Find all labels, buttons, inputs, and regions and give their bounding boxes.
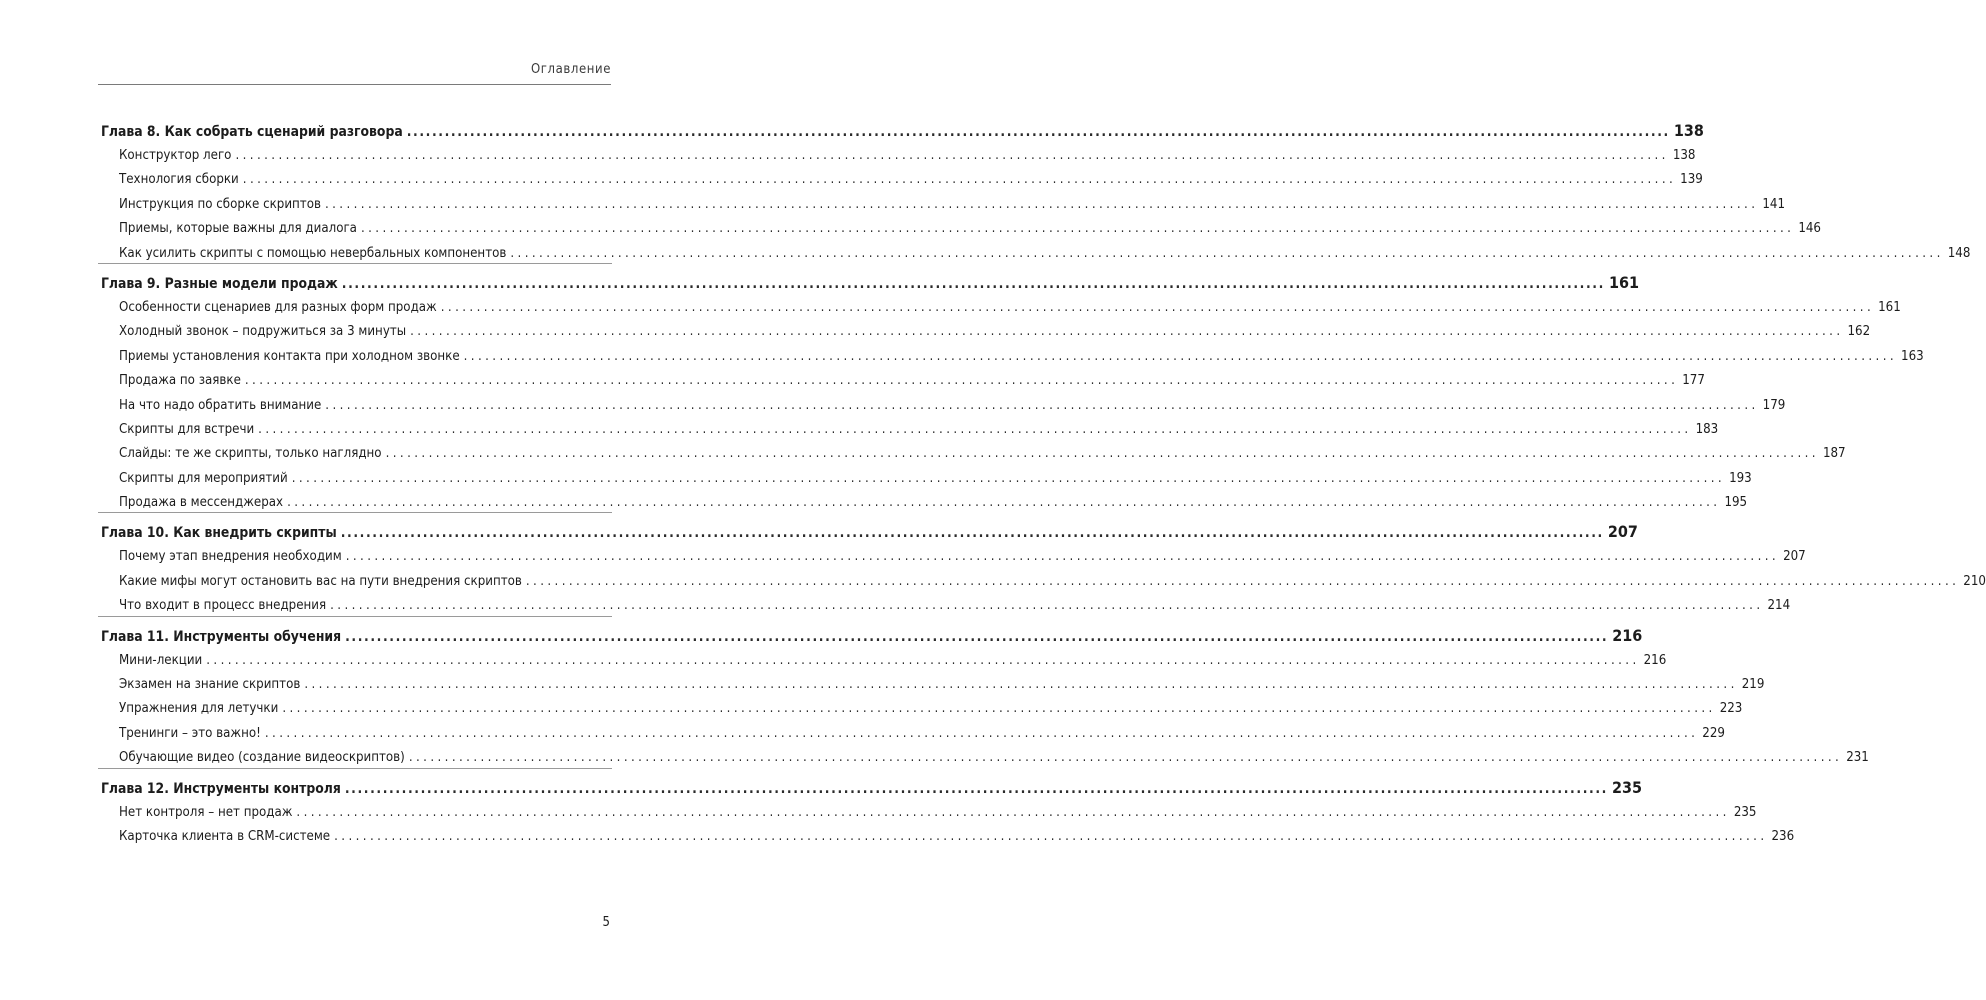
chapter-title: Глава 12. Инструменты контроля <box>101 780 341 797</box>
toc-chapter-entry[interactable] <box>101 519 1638 545</box>
header-rule <box>98 84 611 85</box>
toc-section-entry[interactable] <box>101 442 1846 466</box>
section-title: Нет контроля – нет продаж <box>119 804 293 820</box>
dot-leader: ........................................................................................................................................................................................................ <box>341 275 1605 292</box>
section-page-number: 177 <box>1682 373 1705 389</box>
dot-leader: ........................................................................................................................................................................................................ <box>345 628 1609 645</box>
section-page-number: 219 <box>1741 677 1765 693</box>
toc-section-entry[interactable] <box>101 722 1725 746</box>
section-title: Холодный звонок – подружиться за 3 минуты <box>119 324 407 340</box>
section-title: Мини-лекции <box>119 652 203 668</box>
section-title: Слайды: те же скрипты, только наглядно <box>119 446 382 462</box>
dot-leader: ........................................................................................................................................................................................................ <box>360 221 1795 237</box>
section-title: Обучающие видео (создание видеоскриптов) <box>119 750 405 766</box>
section-title: Технология сборки <box>119 172 239 188</box>
section-page-number: 207 <box>1783 549 1806 565</box>
section-page-number: 195 <box>1724 495 1748 511</box>
toc-section-entry[interactable] <box>101 193 1785 217</box>
section-page-number: 139 <box>1680 172 1703 188</box>
page-number: 5 <box>602 915 610 930</box>
section-page-number: 193 <box>1729 470 1752 486</box>
section-title: Карточка клиента в CRM-системе <box>119 828 331 844</box>
chapter-12-block <box>101 775 1795 850</box>
dot-leader: ........................................................................................................................................................................................................ <box>340 525 1604 542</box>
section-page-number: 183 <box>1695 421 1719 437</box>
chapter-title: Глава 11. Инструменты обучения <box>101 628 342 645</box>
toc-section-entry[interactable] <box>101 467 1752 491</box>
toc-section-entry[interactable] <box>101 697 1743 721</box>
toc-section-entry[interactable] <box>101 345 1924 369</box>
dot-leader: ........................................................................................................................................................................................................ <box>324 196 1759 212</box>
section-title: Продажа в мессенджерах <box>119 495 284 511</box>
chapter-page-number: 138 <box>1673 121 1704 140</box>
section-page-number: 223 <box>1719 701 1743 717</box>
dot-leader: ........................................................................................................................................................................................................ <box>408 750 1843 766</box>
section-page-number: 187 <box>1822 446 1846 462</box>
chapter-title: Глава 8. Как собрать сценарий разговора <box>101 124 403 140</box>
dot-leader: ........................................................................................................................................................................................................ <box>235 148 1669 163</box>
section-title: Конструктор лего <box>119 148 232 163</box>
section-title: Почему этап внедрения необходим <box>119 549 342 565</box>
dot-leader: ........................................................................................................................................................................................................ <box>385 446 1819 462</box>
section-title: Какие мифы могут остановить вас на пути внедрения скриптов <box>119 573 522 589</box>
toc-chapter-entry[interactable] <box>101 623 1643 649</box>
dot-leader: ........................................................................................................................................................................................................ <box>525 573 1960 589</box>
section-page-number: 163 <box>1901 348 1924 364</box>
toc-chapter-entry[interactable] <box>101 270 1639 296</box>
section-title: Особенности сценариев для разных форм продаж <box>119 299 437 315</box>
section-page-number: 229 <box>1702 725 1725 741</box>
section-title: На что надо обратить внимание <box>119 397 322 413</box>
section-page-number: 235 <box>1733 804 1757 820</box>
toc-section-entry[interactable] <box>101 418 1719 442</box>
toc-section-entry[interactable] <box>101 801 1757 825</box>
section-page-number: 210 <box>1963 573 1986 589</box>
section-title: Инструкция по сборке скриптов <box>119 196 321 212</box>
toc-section-entry[interactable] <box>101 570 1986 594</box>
section-page-number: 161 <box>1878 299 1901 315</box>
dot-leader: ........................................................................................................................................................................................................ <box>282 701 1716 717</box>
toc-section-entry[interactable] <box>101 649 1667 673</box>
section-page-number: 146 <box>1798 221 1821 237</box>
dot-leader: ........................................................................................................................................................................................................ <box>410 324 1844 340</box>
dot-leader: ........................................................................................................................................................................................................ <box>325 397 1759 413</box>
section-page-number: 214 <box>1767 598 1791 614</box>
chapter-divider <box>98 616 612 617</box>
dot-leader: ........................................................................................................................................................................................................ <box>264 725 1699 741</box>
chapter-divider <box>98 263 612 264</box>
chapter-page-number: 161 <box>1608 272 1639 292</box>
toc-section-entry[interactable] <box>101 296 1901 320</box>
section-page-number: 236 <box>1771 828 1795 844</box>
dot-leader: ........................................................................................................................................................................................................ <box>510 245 1944 261</box>
dot-leader: ........................................................................................................................................................................................................ <box>304 677 1738 693</box>
section-title: Скрипты для встречи <box>119 421 255 437</box>
section-title: Тренинги – это важно! <box>119 725 261 741</box>
table-of-contents <box>101 118 1986 849</box>
dot-leader: ........................................................................................................................................................................................................ <box>440 299 1875 315</box>
dot-leader: ........................................................................................................................................................................................................ <box>463 348 1898 364</box>
toc-section-entry[interactable] <box>101 394 1786 418</box>
chapter-8-block <box>101 118 1971 266</box>
section-page-number: 141 <box>1762 196 1785 212</box>
section-page-number: 216 <box>1643 652 1667 668</box>
section-page-number: 138 <box>1672 148 1696 163</box>
dot-leader: ........................................................................................................................................................................................................ <box>406 124 1670 140</box>
toc-section-entry[interactable] <box>101 217 1821 241</box>
chapter-divider <box>98 512 612 513</box>
toc-section-entry[interactable] <box>101 168 1703 192</box>
chapter-page-number: 216 <box>1612 625 1643 645</box>
dot-leader: ........................................................................................................................................................................................................ <box>334 828 1768 844</box>
toc-section-entry[interactable] <box>101 673 1765 697</box>
dot-leader: ........................................................................................................................................................................................................ <box>206 652 1640 668</box>
toc-section-entry[interactable] <box>101 144 1696 168</box>
toc-chapter-entry[interactable] <box>101 118 1704 144</box>
dot-leader: ........................................................................................................................................................................................................ <box>244 373 1679 389</box>
toc-section-entry[interactable] <box>101 369 1705 393</box>
dot-leader: ........................................................................................................................................................................................................ <box>345 549 1780 565</box>
running-header-title: Оглавление <box>530 62 611 77</box>
toc-section-entry[interactable] <box>101 320 1871 344</box>
dot-leader: ........................................................................................................................................................................................................ <box>258 421 1692 437</box>
dot-leader: ........................................................................................................................................................................................................ <box>287 495 1721 511</box>
chapter-page-number: 207 <box>1607 522 1638 542</box>
section-title: Продажа по заявке <box>119 373 241 389</box>
section-page-number: 148 <box>1947 245 1971 261</box>
section-title: Как усилить скрипты с помощью невербальных компонентов <box>119 245 507 261</box>
dot-leader: ........................................................................................................................................................................................................ <box>344 780 1608 797</box>
toc-section-entry[interactable] <box>101 545 1806 569</box>
chapter-10-block <box>101 519 1986 618</box>
chapter-page-number: 235 <box>1611 777 1643 797</box>
section-title: Что входит в процесс внедрения <box>119 598 327 614</box>
section-page-number: 162 <box>1847 324 1871 340</box>
dot-leader: ........................................................................................................................................................................................................ <box>330 598 1764 614</box>
chapter-divider <box>98 768 612 769</box>
section-title: Приемы установления контакта при холодном звонке <box>119 348 460 364</box>
chapter-title: Глава 10. Как внедрить скрипты <box>101 525 337 542</box>
chapter-title: Глава 9. Разные модели продаж <box>101 275 338 292</box>
section-title: Приемы, которые важны для диалога <box>119 221 357 237</box>
toc-section-entry[interactable] <box>101 825 1795 849</box>
chapter-11-block <box>101 623 1869 771</box>
section-page-number: 179 <box>1762 397 1786 413</box>
section-title: Скрипты для мероприятий <box>119 470 288 486</box>
dot-leader: ........................................................................................................................................................................................................ <box>291 470 1726 486</box>
dot-leader: ........................................................................................................................................................................................................ <box>242 172 1677 188</box>
chapter-9-block <box>101 270 1924 516</box>
toc-chapter-entry[interactable] <box>101 775 1643 801</box>
section-page-number: 231 <box>1846 750 1869 766</box>
section-title: Экзамен на знание скриптов <box>119 677 301 693</box>
dot-leader: ........................................................................................................................................................................................................ <box>296 804 1730 820</box>
section-title: Упражнения для летучки <box>119 701 279 717</box>
